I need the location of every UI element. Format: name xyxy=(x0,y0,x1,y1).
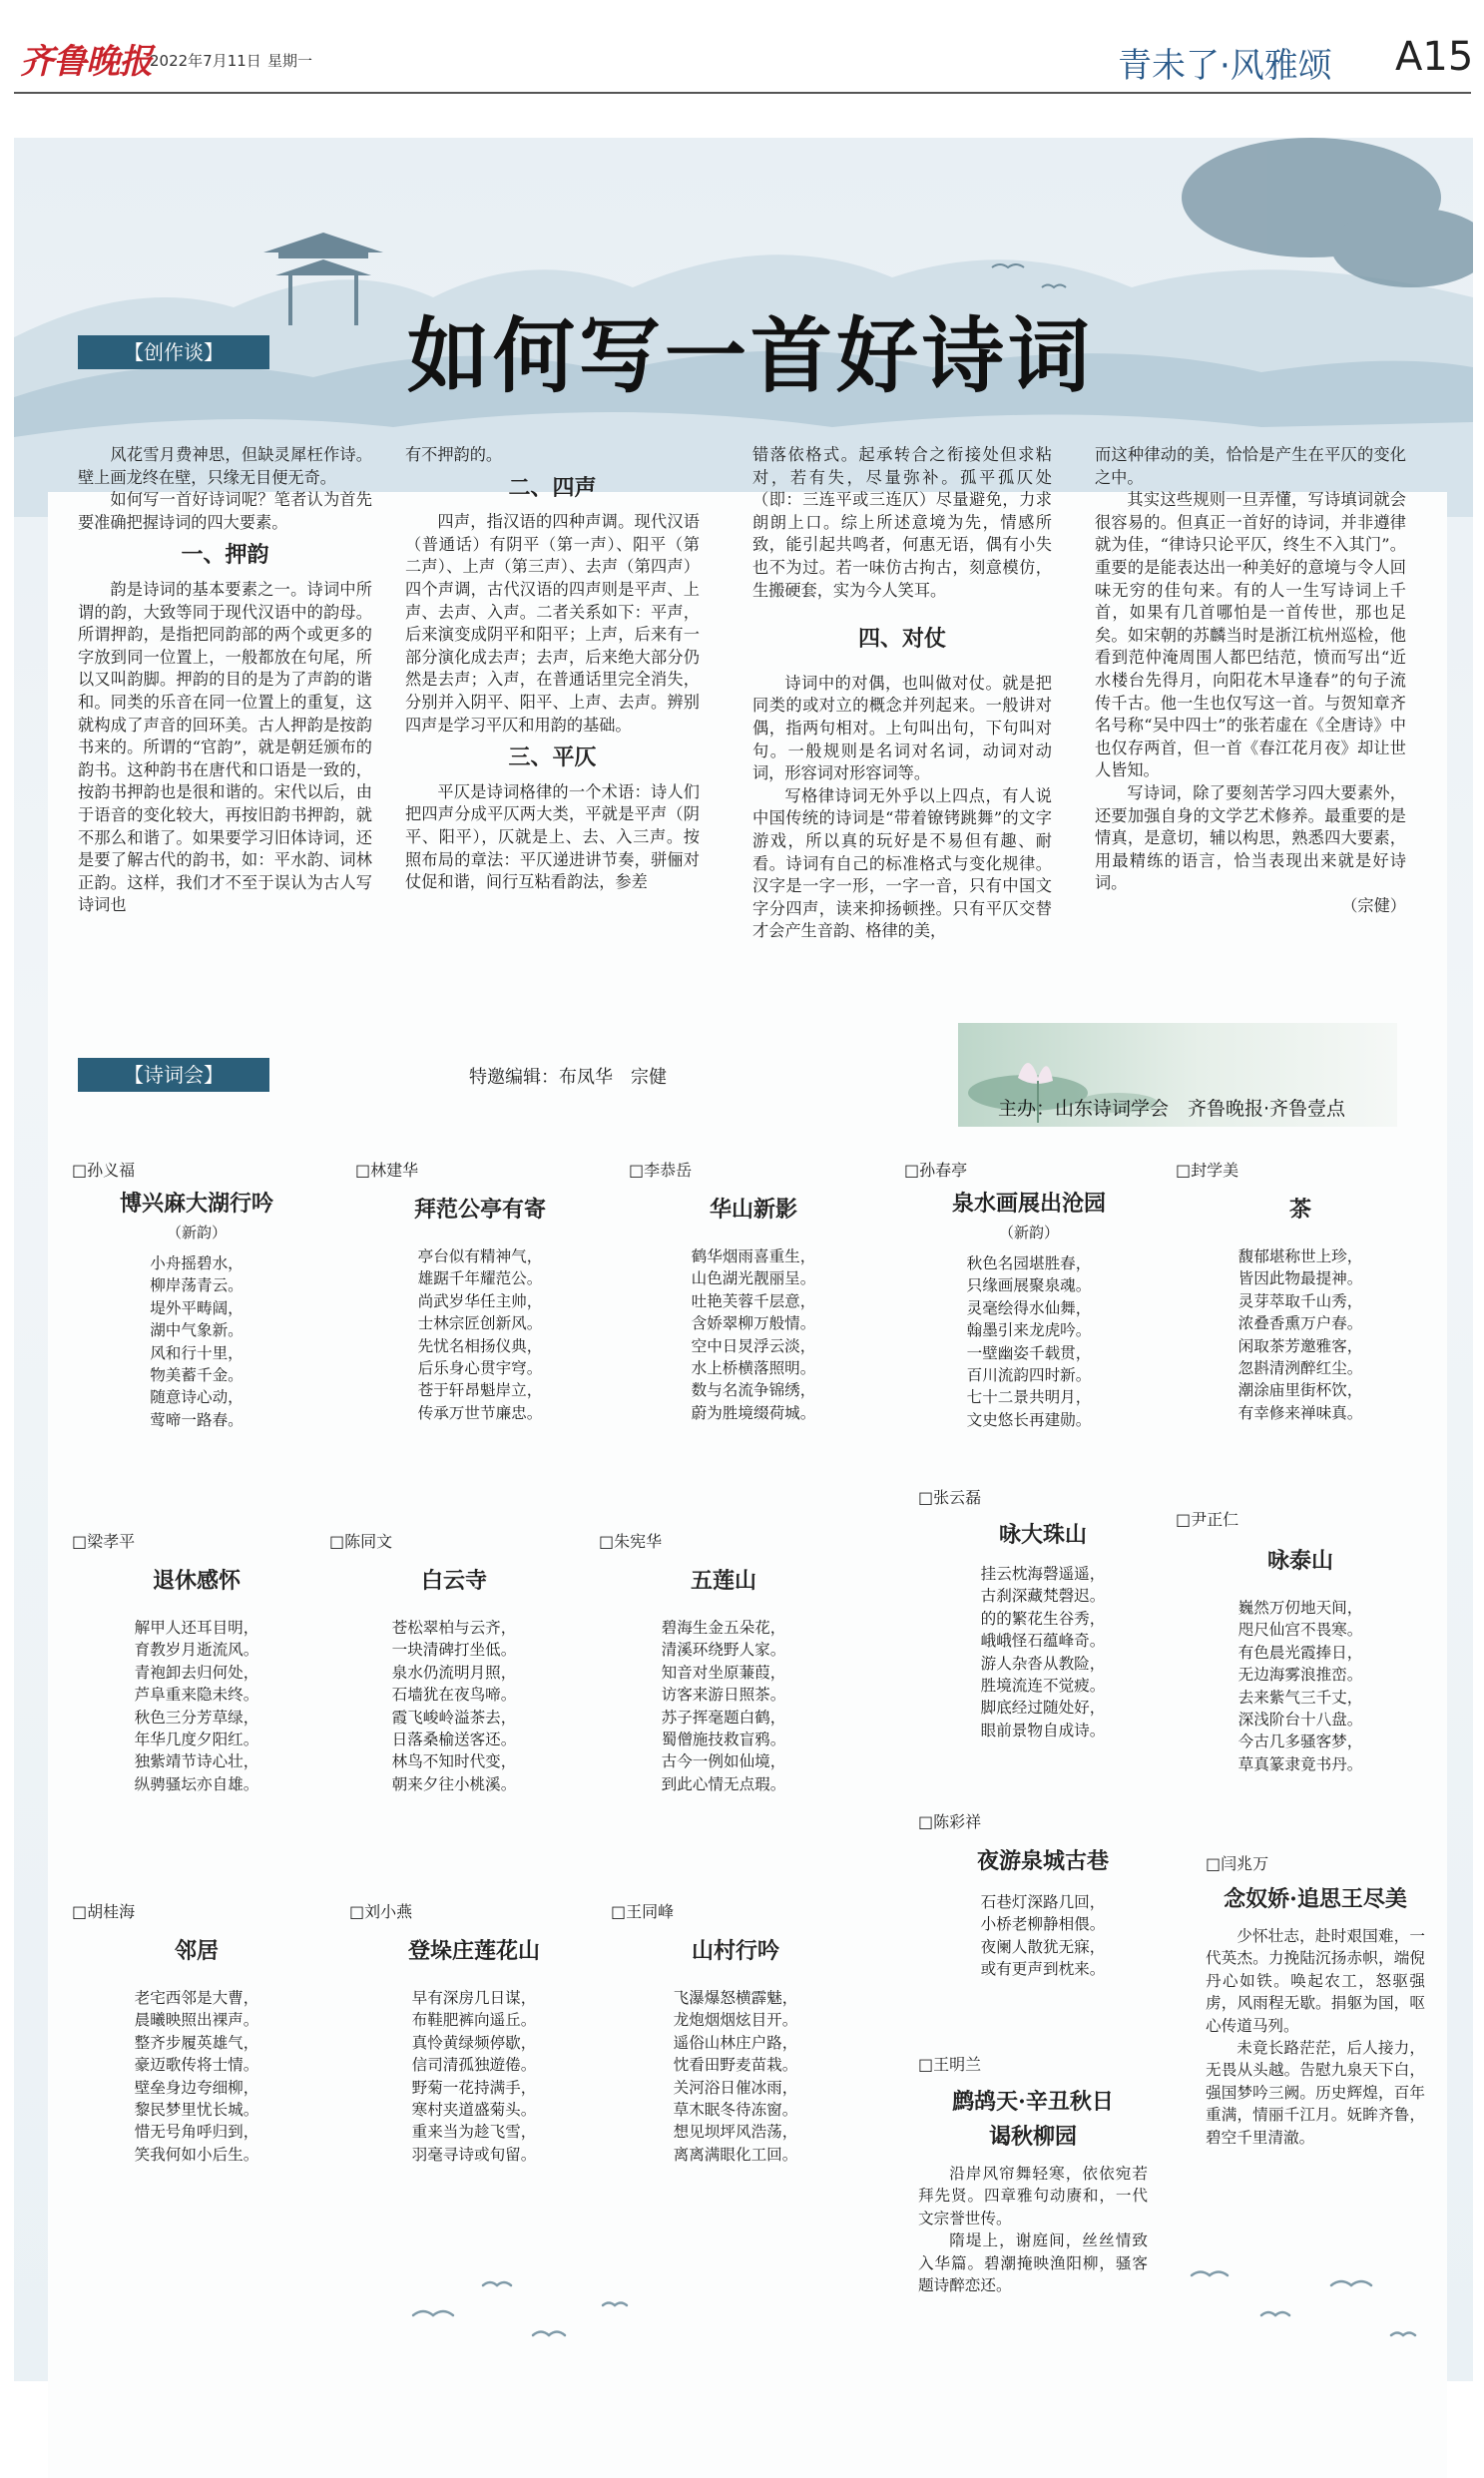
poem-author: □刘小燕 xyxy=(349,1902,413,1921)
poem-title: 白云寺 xyxy=(420,1568,487,1594)
poem-line: 湖中气象新。 xyxy=(150,1321,244,1340)
section-heading-rhyme: 一、押韵 xyxy=(181,542,269,569)
poem-title: 登垛庄莲花山 xyxy=(407,1938,540,1964)
poem-line: 清溪环绕野人家。 xyxy=(661,1641,786,1660)
poem xyxy=(1176,1158,1425,1424)
poem-line: 深浅阶台十八盘。 xyxy=(1237,1711,1363,1730)
poem-line: 灵芽萃取千山秀， xyxy=(1237,1291,1363,1310)
poem-line: 布鞋肥裤向遥丘。 xyxy=(411,2011,537,2030)
poem-line: 石墙犹在夜鸟啼。 xyxy=(391,1686,517,1705)
poem-line: 访客来游日照茶。 xyxy=(661,1686,786,1705)
poem-line: 脚底经过随处好， xyxy=(980,1699,1106,1718)
poem-line: 想见坝坪风浩荡， xyxy=(673,2123,798,2142)
poem-line: 信司清孤独遊倦。 xyxy=(411,2056,537,2075)
poem-lines xyxy=(918,1563,1168,1741)
poem-line: 独紫靖节诗心壮， xyxy=(134,1752,259,1771)
header-rule xyxy=(14,92,1471,94)
poem-line: 晨曦映照出裸声。 xyxy=(134,2011,259,2030)
poem-line: 豪迈歌传将士情。 xyxy=(134,2056,259,2075)
poem-author: □封学美 xyxy=(1176,1161,1239,1180)
poem-line: 秋色名园堪胜春， xyxy=(966,1254,1092,1272)
poem-line: 苏子挥毫题白鹤， xyxy=(661,1708,786,1727)
page-number: A15 xyxy=(1395,34,1474,80)
poem-author: □林建华 xyxy=(355,1161,419,1180)
poem-line: 灵毫绘得水仙舞， xyxy=(966,1298,1092,1317)
poem-line: 游人杂沓从教险， xyxy=(980,1654,1106,1673)
poem-line: 林鸟不知时代变， xyxy=(391,1752,517,1771)
poem-line: 吐艳芙蓉千层意， xyxy=(691,1291,816,1310)
poem-line: 亭台似有精神气， xyxy=(417,1247,543,1265)
poem-title: 华山新影 xyxy=(709,1197,797,1223)
poem-line: 鹤华烟雨喜重生， xyxy=(691,1247,816,1265)
poem-author: □张云磊 xyxy=(918,1488,982,1507)
poem-line: 翰墨引来龙虎吟。 xyxy=(966,1321,1092,1340)
poem-line: 古今一例如仙境， xyxy=(661,1752,786,1771)
poem-line: 馥郁堪称世上珍， xyxy=(1237,1247,1363,1265)
poem-line: 百川流韵四时新。 xyxy=(966,1366,1092,1385)
poem-line: 传承万世节廉忠。 xyxy=(417,1403,543,1422)
poem-text xyxy=(1206,1925,1425,2149)
poem-title: 夜游泉城古巷 xyxy=(976,1848,1109,1874)
section-heading-four-tones: 二、四声 xyxy=(508,474,597,501)
poem-line: 蜀僧施技救盲鸦。 xyxy=(661,1731,786,1749)
article-column-3 xyxy=(752,444,1052,943)
article-paragraph: 平仄是诗词格律的一个术语：诗人们把四声分成平仄两大类，平就是平声（阴平、阳平），仄就是上、去、入三声。按照布局的章法：平仄递进讲节奏，骈俪对仗促和谐，间行互粘看韵法，参差 xyxy=(405,781,700,892)
poem-line: 闲取茶芳邀雅客， xyxy=(1237,1336,1363,1355)
poem-line: 一块清碑打坐低。 xyxy=(391,1641,517,1660)
poem-line: 纵骋骚坛亦自雄。 xyxy=(134,1774,259,1793)
poem-title: 咏大珠山 xyxy=(998,1522,1087,1548)
poem-line: 挂云枕海磬遥遥， xyxy=(980,1565,1106,1583)
poem xyxy=(918,1485,1168,1741)
poem-line: 解甲人还耳目明， xyxy=(134,1619,259,1637)
poem-lines xyxy=(329,1617,579,1795)
poem-subtitle: （新韵） xyxy=(998,1224,1059,1241)
poem-line: 苍松翠柏与云齐， xyxy=(391,1619,517,1637)
poem xyxy=(629,1158,878,1424)
poem-line: 莺啼一路春。 xyxy=(150,1410,244,1429)
poem-line: 尚武岁华任主帅， xyxy=(417,1291,543,1310)
poem-line: 风和行十里， xyxy=(150,1343,244,1362)
poem-line: 真怜黄绿频停歇， xyxy=(411,2033,537,2052)
poem-line: 小桥老柳静相偎。 xyxy=(980,1915,1106,1934)
poem-line: 到此心情无点瑕。 xyxy=(661,1774,786,1793)
poem-title: 退休感怀 xyxy=(152,1568,241,1594)
poem-title: 博兴麻大湖行吟 xyxy=(119,1191,273,1217)
poem-title: 泉水画展出沧园 xyxy=(951,1191,1106,1217)
poem-line: 柳岸荡青云。 xyxy=(150,1276,244,1295)
poem-line: 野菊一花持满手， xyxy=(411,2078,537,2097)
poem-line: 忱看田野麦苗栽。 xyxy=(673,2056,798,2075)
poem-line: 皆因此物最提神。 xyxy=(1237,1269,1363,1288)
poem xyxy=(355,1158,605,1424)
poem-line: 小舟摇碧水， xyxy=(150,1254,244,1272)
poem-title: 茶 xyxy=(1288,1197,1311,1223)
newspaper-logo: 齐鲁晚报 xyxy=(20,42,152,82)
poem xyxy=(349,1899,599,2166)
poem-line: 的的繁花生谷秀， xyxy=(980,1609,1106,1628)
poem-line: 咫尺仙宫不畏寒。 xyxy=(1237,1621,1363,1640)
poem-line: 有幸修来禅味真。 xyxy=(1237,1403,1363,1422)
poem-line: 空中日炅浮云淡， xyxy=(691,1336,816,1355)
poem xyxy=(1206,1851,1425,2149)
poem-line: 朝来夕往小桃溪。 xyxy=(391,1774,517,1793)
article-paragraph: 写诗词，除了要刻苦学习四大要素外，还要加强自身的文学艺术修养。最重要的是情真，是意切，辅以构思，熟悉四大要素，用最精练的语言，恰当表现出来就是好诗词。 xyxy=(1095,782,1406,893)
poem-author: □李恭岳 xyxy=(629,1161,693,1180)
poem-line: 有色晨光霞捧日， xyxy=(1237,1643,1363,1662)
article-column-2 xyxy=(405,444,700,894)
poem-line: 先忧名相扬仪典， xyxy=(417,1336,543,1355)
poem-lines xyxy=(355,1245,605,1424)
poem-line: 苍于轩昂魁岸立， xyxy=(417,1381,543,1400)
poem-line: 潮涂庙里街杯饮， xyxy=(1237,1381,1363,1400)
poem-line: 文史悠长再建勋。 xyxy=(966,1410,1092,1429)
birds-illustration xyxy=(14,2166,1473,2385)
poem-subtitle: （新韵） xyxy=(166,1224,227,1241)
article-paragraph: 风花雪月费神思，但缺灵犀枉作诗。壁上画龙终在壁，只缘无目便无奇。 xyxy=(78,445,372,487)
article-paragraph: 而这种律动的美，恰恰是产生在平仄的变化之中。 xyxy=(1095,445,1406,487)
poem-line: 寒村夹道盛菊头。 xyxy=(411,2101,537,2120)
poem-line: 今古几多骚客梦， xyxy=(1237,1733,1363,1751)
poem-line: 离离满眼化工回。 xyxy=(673,2145,798,2164)
poem-author: □王明兰 xyxy=(918,2055,982,2074)
poem-line: 堤外平畴阔， xyxy=(150,1298,244,1317)
poem-author: □朱宪华 xyxy=(599,1532,663,1551)
poem-author: □孙义福 xyxy=(72,1161,136,1180)
poem-line: 胜境流连不觉疲。 xyxy=(980,1677,1106,1696)
poem-line: 泉水仍流明月照， xyxy=(391,1663,517,1682)
poem-line: 关河浴日催冰雨， xyxy=(673,2078,798,2097)
poem-lines xyxy=(72,1987,321,2166)
poem-line: 水上桥横落照明。 xyxy=(691,1359,816,1378)
poem-lines xyxy=(349,1987,599,2166)
poem-line: 山色湖光靓丽呈。 xyxy=(691,1269,816,1288)
poem-line: 日落桑榆送客还。 xyxy=(391,1731,517,1749)
poem-lines xyxy=(72,1252,321,1431)
poem-line: 数与名流争锦绣， xyxy=(691,1381,816,1400)
poem xyxy=(599,1529,848,1795)
poem xyxy=(918,1809,1168,1981)
poem-line: 雄踞千年耀范公。 xyxy=(417,1269,543,1288)
poem-lines xyxy=(72,1617,321,1795)
poem-lines xyxy=(1176,1245,1425,1424)
poem-line: 含娇翠柳万般情。 xyxy=(691,1314,816,1333)
poem-stanza: 未竟长路茫茫，后人接力，无畏从头越。告慰九泉天下白，强国梦吟三阙。历史辉煌，百年重满，情丽千江月。妩眸齐鲁，碧空千里清澈。 xyxy=(1206,2039,1425,2147)
poem-line: 飞瀑爆怒横霹魅， xyxy=(673,1989,798,2007)
poem-title: 拜范公亭有寄 xyxy=(413,1197,546,1223)
article-paragraph: 其实这些规则一旦弄懂，写诗填词就会很容易的。但真正一首好的诗词，并非遵律就为佳，“律诗只论平仄，终生不入其门”。重要的是能表达出一种美好的意境与令人回味无穷的佳句来。有的人一生写诗词上千首，如果有几首哪怕是一首传世，那也足矣。如宋朝的苏麟当时是浙江杭州巡检，他看到范仲淹周围人都巴结范，愤而写出“近水楼台先得月，向阳花木早逢春”的句子流传千古。他一生也仅写这一首。与贺知章齐名号称“吴中四士”的张若虚在《全唐诗》中也仅存两首，但一首《春江花月夜》却让世人皆知。 xyxy=(1095,490,1406,780)
article-paragraph: 韵是诗词的基本要素之一。诗词中所谓的韵，大致等同于现代汉语中的韵母。所谓押韵，是指把同韵部的两个或更多的字放到同一位置上，一般都放在句尾，所以又叫韵脚。押韵的目的是为了声韵的谐和。同类的乐音在同一位置上的重复，这就构成了声音的回环美。古人押韵是按韵书来的。所谓的“官韵”，就是朝廷颁布的韵书。这种韵书在唐代和口语是一致的，按韵书押韵也是很和谐的。宋代以后，由于语音的变化较大，再按旧韵书押韵，就不那么和谐了。如果要学习旧体诗词，还是要了解古代的韵书，如：平水韵、词林正韵。这样，我们才不至于误认为古人写诗词也 xyxy=(78,579,372,915)
poem-line: 随意诗心动， xyxy=(150,1388,244,1407)
poem-line: 老宅西邻是大曹， xyxy=(134,1989,259,2007)
poem-line: 巍然万仞地天间， xyxy=(1237,1599,1363,1617)
poem-line: 重来当为趁飞雪， xyxy=(411,2123,537,2142)
poem xyxy=(611,1899,860,2166)
poem xyxy=(1176,1507,1425,1775)
poem-stanza: 沿岸风帘舞轻寒，依依宛若拜先贤。四章雅句动赓和，一代文宗誉世传。 xyxy=(918,2165,1148,2228)
article-column-4 xyxy=(1095,444,1406,917)
article-column-1 xyxy=(78,444,372,917)
poem-title: 邻居 xyxy=(174,1938,219,1964)
poem-line: 去来紫气三千丈， xyxy=(1237,1688,1363,1707)
poem-line: 峨峨怪石蕴峰奇。 xyxy=(980,1632,1106,1651)
poem-line: 龙炮烟烟炫目开。 xyxy=(673,2011,798,2030)
poem-author: □胡桂海 xyxy=(72,1902,136,1921)
author-signature: （宗健） xyxy=(1341,895,1406,915)
poem-line: 夜阑人散犹无寐， xyxy=(980,1937,1106,1956)
poem-line: 早有深房几日谋， xyxy=(411,1989,537,2007)
poem xyxy=(904,1158,1154,1431)
poem-line: 芦阜重来隐未终。 xyxy=(134,1686,259,1705)
article-paragraph: 如何写一首好诗词呢？笔者认为首先要准确把握诗词的四大要素。 xyxy=(78,490,372,532)
poem-line: 后乐身心贯宇穹。 xyxy=(417,1359,543,1378)
poem-author: □尹正仁 xyxy=(1176,1510,1239,1529)
poem-line: 或有更声到枕来。 xyxy=(980,1960,1106,1979)
poem-line: 知音对坐原蒹葭， xyxy=(661,1663,786,1682)
poem-lines xyxy=(1176,1597,1425,1775)
poem-line: 秋色三分芳草绿， xyxy=(134,1708,259,1727)
article-title: 如何写一首好诗词 xyxy=(407,308,1095,404)
poem-author: □孙春亭 xyxy=(904,1161,968,1180)
poem-line: 眼前景物自成诗。 xyxy=(980,1721,1106,1739)
poem-title: 山村行吟 xyxy=(691,1938,779,1964)
poem xyxy=(72,1158,321,1431)
article-paragraph: 有不押韵的。 xyxy=(405,445,503,464)
poem-line: 蔚为胜境缀荷城。 xyxy=(691,1403,816,1422)
poem-line: 惜无号角呼归到， xyxy=(134,2123,259,2142)
poem-stanza: 隋堤上，谢庭间，丝丝情致入华篇。碧潮掩映渔阳柳，骚客题诗醉恋还。 xyxy=(918,2231,1148,2295)
masthead xyxy=(0,0,1484,96)
section-title: 青未了·风雅颂 xyxy=(1118,46,1332,86)
poem xyxy=(329,1529,579,1795)
poem-line: 草木眠冬待冻窗。 xyxy=(673,2101,798,2120)
poem-line: 羽毫寻诗或旬留。 xyxy=(411,2145,537,2164)
poem-line: 无边海雾浪推峦。 xyxy=(1237,1666,1363,1685)
poem-line: 士林宗匠创新风。 xyxy=(417,1314,543,1333)
poem-line: 草真篆隶竟书丹。 xyxy=(1237,1754,1363,1773)
section-heading-parallelism: 四、对仗 xyxy=(857,626,946,653)
poem-line: 青袍卸去归何处， xyxy=(134,1663,259,1682)
poem xyxy=(72,1529,321,1795)
poem-title: 鹧鸪天·辛丑秋日 xyxy=(952,2089,1114,2115)
poem-line: 七十二景共明月， xyxy=(966,1388,1092,1407)
section-heading-tonal-pattern: 三、平仄 xyxy=(508,744,597,771)
issue-date: 2022年7月11日 xyxy=(150,52,261,70)
poem-author: □梁孝平 xyxy=(72,1532,136,1551)
poem-line: 整齐步履英雄气， xyxy=(134,2033,259,2052)
poem-line: 古刹深藏梵磬迟。 xyxy=(980,1587,1106,1606)
poem-author: □闫兆万 xyxy=(1206,1854,1269,1873)
article-paragraph: 诗词中的对偶，也叫做对仗。就是把同类的或对立的概念并列起来。一般讲对偶，指两句相对。上句叫出句，下句叫对句。一般规则是名词对名词，动词对动词，形容词对形容词等。 xyxy=(752,673,1052,783)
poem xyxy=(72,1899,321,2166)
poem-line: 壁垒身边夸细柳， xyxy=(134,2078,259,2097)
poem-line: 年华几度夕阳红。 xyxy=(134,1731,259,1749)
poem-lines xyxy=(599,1617,848,1795)
poem-author: □陈同文 xyxy=(329,1532,393,1551)
poem-line: 一壁幽姿千载贯， xyxy=(966,1343,1092,1362)
poem-author: □陈彩祥 xyxy=(918,1812,982,1831)
poem-line: 浓叠香熏万户春。 xyxy=(1237,1314,1363,1333)
poem-line: 物美蓄千金。 xyxy=(150,1366,244,1385)
poem-title: 五莲山 xyxy=(690,1568,756,1594)
guest-editors: 特邀编辑：布凤华 宗健 xyxy=(469,1067,667,1088)
poem-stanza: 少怀壮志，赴时艰国难，一代英杰。力挽陆沉扬赤帜，端倪丹心如铁。唤起农工，怒驱强虏，风雨程无歇。捐躯为国，呕心传道马列。 xyxy=(1206,1927,1425,2035)
article-paragraph: 错落依格式。起承转合之衔接处但求粘对，若有失，尽量弥补。孤平孤仄处（即：三连平或三连仄）尽量避免，力求朗朗上口。综上所述意境为先，情感所致，能引起共鸣者，何惠无语，偶有小失也不为过。若一味仿古拘古，刻意模仿，生搬硬套，实为今人笑耳。 xyxy=(752,445,1052,600)
sponsor-text: 主办：山东诗词学会 齐鲁晚报·齐鲁壹点 xyxy=(998,1098,1346,1120)
poem-lines xyxy=(918,1891,1168,1981)
poem-line: 石巷灯深路几回， xyxy=(980,1893,1106,1911)
poem-line: 黎民梦里忧长城。 xyxy=(134,2101,259,2120)
poem-line: 笑我何如小后生。 xyxy=(134,2145,259,2164)
article-tag: 【创作谈】 xyxy=(78,335,269,369)
issue-weekday: 星期一 xyxy=(267,52,313,70)
poem-line: 霞飞峻岭溢茶去， xyxy=(391,1708,517,1727)
poem-title: 咏泰山 xyxy=(1266,1548,1333,1574)
poem-line: 育教岁月逝流风。 xyxy=(134,1641,259,1660)
poetry-tag: 【诗词会】 xyxy=(78,1058,269,1092)
poem-author: □王同峰 xyxy=(611,1902,675,1921)
poem-lines xyxy=(904,1252,1154,1431)
poem-line: 遥俗山林庄户路， xyxy=(673,2033,798,2052)
poem-lines xyxy=(611,1987,860,2166)
article-paragraph: 四声，指汉语的四种声调。现代汉语（普通话）有阴平（第一声）、阳平（第二声）、上声（第三声）、去声（第四声）四个声调，古代汉语的四声则是平声、上声、去声、入声。二者关系如下：平声，后来演变成阴平和阳平；上声，后来有一部分演化成去声；去声，后来绝大部分仍然是去声；入声，在普通话里完全消失，分别并入阴平、阳平、上声、去声。辨别四声是学习平仄和用韵的基础。 xyxy=(405,512,700,735)
poem-line: 只缘画展聚泉魂。 xyxy=(966,1276,1092,1295)
poem-title-line-2: 谒秋柳园 xyxy=(988,2124,1077,2150)
poem-line: 碧海生金五朵花， xyxy=(661,1619,786,1637)
poem-line: 忽斟清洌醉红尘。 xyxy=(1237,1359,1363,1378)
poem-title: 念奴娇·追思王尽美 xyxy=(1224,1886,1407,1912)
poem-lines xyxy=(629,1245,878,1424)
article-paragraph: 写格律诗词无外乎以上四点，有人说中国传统的诗词是“带着镣铐跳舞”的文字游戏，所以真的玩好是不易但有趣、耐看。诗词有自己的标准格式与变化规律。汉字是一字一形，一字一音，只有中国文字分四声，读来抑扬顿挫。只有平仄交替才会产生音韵、格律的美， xyxy=(752,785,1052,941)
